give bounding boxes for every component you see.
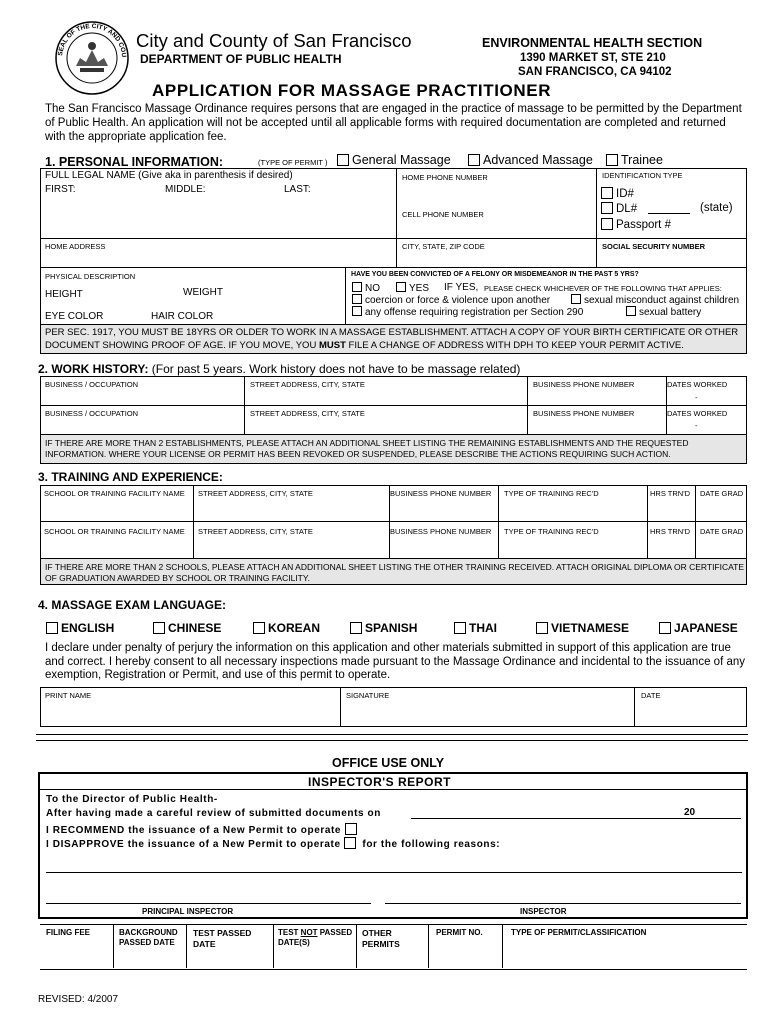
training-heading: 3. TRAINING AND EXPERIENCE:: [38, 470, 223, 484]
vietnamese-checkbox[interactable]: [536, 622, 548, 634]
sexual-misconduct-checkbox[interactable]: [571, 294, 581, 304]
passport-option[interactable]: Passport #: [601, 218, 671, 231]
exam-heading: 4. MASSAGE EXAM LANGUAGE:: [38, 598, 227, 612]
thai-checkbox[interactable]: [454, 622, 466, 634]
work-business-label-2: BUSINESS / OCCUPATION: [45, 409, 139, 418]
section-divider: [36, 734, 748, 741]
sexual-battery-option[interactable]: sexual battery: [626, 306, 701, 318]
revised-date: REVISED: 4/2007: [38, 994, 119, 1005]
legal-name-label: FULL LEGAL NAME (Give aka in parenthesis if desired): [45, 170, 293, 181]
sexual-battery-checkbox[interactable]: [626, 306, 636, 316]
hair-color-label: HAIR COLOR: [151, 311, 214, 322]
felony-yes-option[interactable]: YES: [396, 282, 429, 294]
trainee-checkbox[interactable]: [606, 154, 618, 166]
school-phone-label-2: BUSINESS PHONE NUMBER: [390, 527, 492, 536]
permit-trainee-option[interactable]: Trainee: [606, 153, 663, 167]
date-grad-label-1: DATE GRAD: [700, 489, 744, 498]
city-name: City and County of San Francisco: [136, 30, 412, 51]
work-phone-label-1: BUSINESS PHONE NUMBER: [533, 380, 635, 389]
principal-inspector-label: PRINCIPAL INSPECTOR: [142, 907, 234, 916]
address-line-1: 1390 MARKET ST, STE 210: [520, 52, 666, 64]
print-name-label: PRINT NAME: [45, 691, 92, 700]
id-checkbox[interactable]: [601, 187, 613, 199]
work-dates-label-1: DATES WORKED: [667, 380, 728, 389]
city-seal: [54, 20, 130, 96]
school-label-2: SCHOOL OR TRAINING FACILITY NAME: [44, 527, 185, 536]
personal-heading: 1. PERSONAL INFORMATION:: [45, 155, 224, 169]
department-name: DEPARTMENT OF PUBLIC HEALTH: [140, 52, 342, 66]
lang-korean-option[interactable]: KOREAN: [253, 621, 320, 635]
home-address-label: HOME ADDRESS: [45, 242, 106, 251]
work-phone-label-2: BUSINESS PHONE NUMBER: [533, 409, 635, 418]
school-street-label-1: STREET ADDRESS, CITY, STATE: [198, 489, 313, 498]
date-grad-label-2: DATE GRAD: [700, 527, 744, 536]
seal-text: SEAL OF THE CITY AND COU: [57, 22, 128, 58]
dl-option[interactable]: DL#: [601, 202, 637, 215]
permit-advanced-option[interactable]: Advanced Massage: [468, 153, 593, 167]
form-title: APPLICATION FOR MASSAGE PRACTITIONER: [152, 81, 552, 100]
lang-japanese-option[interactable]: JAPANESE: [659, 621, 738, 635]
school-street-label-2: STREET ADDRESS, CITY, STATE: [198, 527, 313, 536]
last-name-label: LAST:: [284, 184, 311, 195]
yes-checkbox[interactable]: [396, 282, 406, 292]
general-checkbox[interactable]: [337, 154, 349, 166]
home-phone-label: HOME PHONE NUMBER: [402, 173, 488, 182]
coercion-option[interactable]: coercion or force & violence upon another: [352, 294, 550, 306]
signature-label: SIGNATURE: [346, 691, 390, 700]
lang-chinese-option[interactable]: CHINESE: [153, 621, 221, 635]
lang-vietnamese-option[interactable]: VIETNAMESE: [536, 621, 629, 635]
recommend-checkbox[interactable]: [345, 823, 357, 835]
lang-thai-option[interactable]: THAI: [454, 621, 497, 635]
work-street-label-1: STREET ADDRESS, CITY, STATE: [250, 380, 365, 389]
inspector-label: INSPECTOR: [520, 907, 567, 916]
passport-checkbox[interactable]: [601, 218, 613, 230]
intro-paragraph: The San Francisco Massage Ordinance requires persons that are engaged in the practice of massage to be permitted by the Department of Public Health. An application will not be accepted until all applicable forms with required documentation are completed and returned with the appropriate application fee.: [45, 103, 742, 143]
korean-checkbox[interactable]: [253, 622, 265, 634]
permit-type-label: (TYPE OF PERMIT ): [258, 158, 328, 167]
background-label: BACKGROUND PASSED DATE: [119, 928, 178, 947]
training-type-label-2: TYPE OF TRAINING REC'D: [504, 527, 599, 536]
declaration-text: I declare under penalty of perjury the information on this application and other materials submitted in support of this application are true and correct. I hereby consent to all necessary inspections made pursuant to the Massage Ordinance and incidental to the issuance of any exemption, Registration or Permit, and use of this permit to operate.: [45, 642, 745, 681]
lang-english-option[interactable]: ENGLISH: [46, 621, 114, 635]
chinese-checkbox[interactable]: [153, 622, 165, 634]
date-label: DATE: [641, 691, 661, 700]
training-type-label-1: TYPE OF TRAINING REC'D: [504, 489, 599, 498]
english-checkbox[interactable]: [46, 622, 58, 634]
felony-no-option[interactable]: NO: [352, 282, 380, 294]
inspector-report-title: INSPECTOR'S REPORT: [308, 775, 451, 789]
hours-label-1: HRS TRN'D: [650, 489, 691, 498]
permit-type-classification-label: TYPE OF PERMIT/CLASSIFICATION: [511, 928, 647, 937]
work-street-label-2: STREET ADDRESS, CITY, STATE: [250, 409, 365, 418]
height-label: HEIGHT: [45, 289, 83, 300]
cell-phone-label: CELL PHONE NUMBER: [402, 210, 484, 219]
dl-checkbox[interactable]: [601, 202, 613, 214]
work-dates-dash-1: -: [695, 393, 698, 402]
filing-fee-label: FILING FEE: [46, 928, 90, 937]
first-name-label: FIRST:: [45, 184, 76, 195]
japanese-checkbox[interactable]: [659, 622, 671, 634]
work-heading: 2. WORK HISTORY: (For past 5 years. Work history does not have to be massage related): [38, 362, 521, 376]
permit-general-option[interactable]: General Massage: [337, 153, 451, 167]
check-note: PLEASE CHECK WHICHEVER OF THE FOLLOWING THAT APPLIES:: [484, 284, 722, 293]
school-phone-label-1: BUSINESS PHONE NUMBER: [390, 489, 492, 498]
lang-spanish-option[interactable]: SPANISH: [350, 621, 417, 635]
registration-checkbox[interactable]: [352, 306, 362, 316]
id-type-label: IDENTIFICATION TYPE: [602, 171, 683, 180]
physical-description-label: PHYSICAL DESCRIPTION: [45, 272, 136, 281]
training-note: IF THERE ARE MORE THAN 2 SCHOOLS, PLEASE ATTACH AN ADDITIONAL SHEET LISTING THE OTHER TRAINING RECEIVED. ATTACH ORIGINAL DIPLOMA OR CERTIFICATE OF GRADUATION AWARDED BY SCHOOL OR TRAINING FACILITY.: [45, 562, 745, 583]
registration-option[interactable]: any offense requiring registration per Section 290: [352, 306, 583, 318]
no-checkbox[interactable]: [352, 282, 362, 292]
advanced-checkbox[interactable]: [468, 154, 480, 166]
spanish-checkbox[interactable]: [350, 622, 362, 634]
weight-label: WEIGHT: [183, 287, 223, 298]
coercion-checkbox[interactable]: [352, 294, 362, 304]
city-state-zip-label: CITY, STATE, ZIP CODE: [402, 242, 485, 251]
sexual-misconduct-option[interactable]: sexual misconduct against children: [571, 294, 739, 306]
eye-color-label: EYE COLOR: [45, 311, 104, 322]
year-label: 20: [684, 807, 696, 818]
permit-no-label: PERMIT NO.: [436, 928, 483, 937]
disapprove-checkbox[interactable]: [344, 837, 356, 849]
office-use-heading: OFFICE USE ONLY: [332, 756, 445, 770]
work-dates-label-2: DATES WORKED: [667, 409, 728, 418]
to-director-text: To the Director of Public Health-: [46, 794, 218, 805]
school-label-1: SCHOOL OR TRAINING FACILITY NAME: [44, 489, 185, 498]
state-label: (state): [700, 202, 733, 214]
after-review-text: After having made a careful review of submitted documents on: [46, 808, 381, 819]
id-option[interactable]: ID#: [601, 187, 634, 200]
work-dates-dash-2: -: [695, 421, 698, 430]
age-notice: PER SEC. 1917, YOU MUST BE 18YRS OR OLDER TO WORK IN A MASSAGE ESTABLISHMENT. ATTACH A COPY OF YOUR BIRTH CERTIFICATE OR OTHER DOCUMENT SHOWING PROOF OF AGE. IF YOU MOVE, YOU MUST FILE A CHANGE OF ADDRESS WITH DPH TO KEEP YOUR PERMIT ACTIVE.: [45, 327, 739, 351]
felony-question: HAVE YOU BEEN CONVICTED OF A FELONY OR MISDEMEANOR IN THE PAST 5 YRS?: [351, 271, 639, 278]
work-note: IF THERE ARE MORE THAN 2 ESTABLISHMENTS, PLEASE ATTACH AN ADDITIONAL SHEET LISTING THE REMAINING ESTABLISHMENTS AND THE REQUESTED INFORMATION. WHERE YOUR LICENSE OR PERMIT HAS BEEN REVOKED OR SUSPENDED, PLEASE DESCRIBE THE ACTIONS REQUIRING SUCH ACTION.: [45, 438, 689, 459]
middle-name-label: MIDDLE:: [165, 184, 206, 195]
test-passed-label: TEST PASSED DATE: [193, 928, 252, 949]
other-permits-label: OTHER PERMITS: [362, 928, 400, 949]
work-business-label-1: BUSINESS / OCCUPATION: [45, 380, 139, 389]
hours-label-2: HRS TRN'D: [650, 527, 691, 536]
recommend-option[interactable]: I RECOMMEND the issuance of a New Permit to operate: [46, 823, 360, 836]
if-yes-label: IF YES,: [444, 282, 479, 293]
ssn-label: SOCIAL SECURITY NUMBER: [602, 242, 706, 251]
disapprove-option[interactable]: I DISAPPROVE the issuance of a New Permit to operate for the following reasons:: [46, 839, 501, 850]
test-not-passed-label: TEST NOT PASSED DATE(S): [278, 928, 353, 947]
section-name: ENVIRONMENTAL HEALTH SECTION: [482, 36, 703, 50]
address-line-2: SAN FRANCISCO, CA 94102: [518, 66, 672, 78]
